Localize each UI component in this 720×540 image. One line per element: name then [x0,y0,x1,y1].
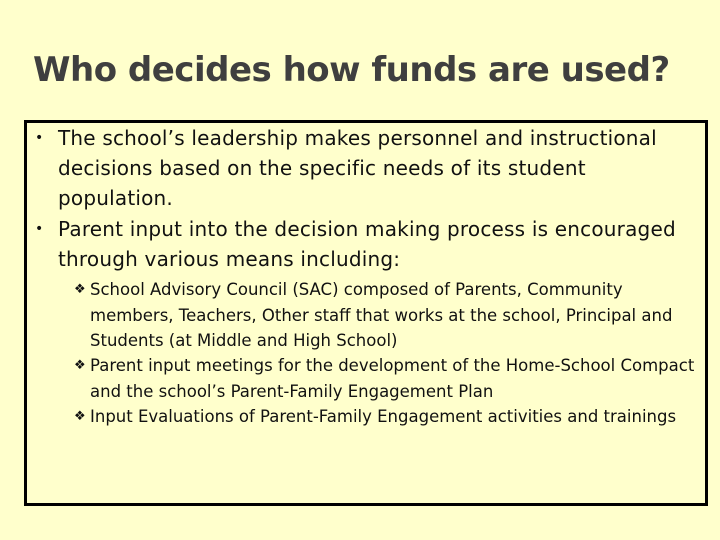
bullet-item [35,123,705,213]
sub-bullet-item [74,404,704,430]
diamond-bullet-icon: ❖ [74,358,86,373]
diamond-bullet-icon: ❖ [74,282,86,297]
sub-bullet-item [74,353,704,404]
bullet-text: Parent input into the decision making process is encouraged through various means including: [58,217,676,271]
diamond-bullet-icon: ❖ [74,409,86,424]
sub-bullet-text: Parent input meetings for the development of the Home-School Compact and the school’s Parent-Family Engagement Plan [90,356,695,401]
bullet-marker: • [35,221,44,237]
slide-title: Who decides how funds are used? [33,50,670,90]
sub-bullet-text: Input Evaluations of Parent-Family Engagement activities and trainings [90,407,677,426]
bullet-marker: • [35,130,44,146]
sub-bullet-item [74,277,704,354]
bullet-item [35,214,705,274]
sub-bullet-text: School Advisory Council (SAC) composed of Parents, Community members, Teachers, Other staff that works at the school, Principal and Students (at Middle and High School) [90,280,673,350]
bullet-text: The school’s leadership makes personnel and instructional decisions based on the specific needs of its student population. [58,126,657,210]
